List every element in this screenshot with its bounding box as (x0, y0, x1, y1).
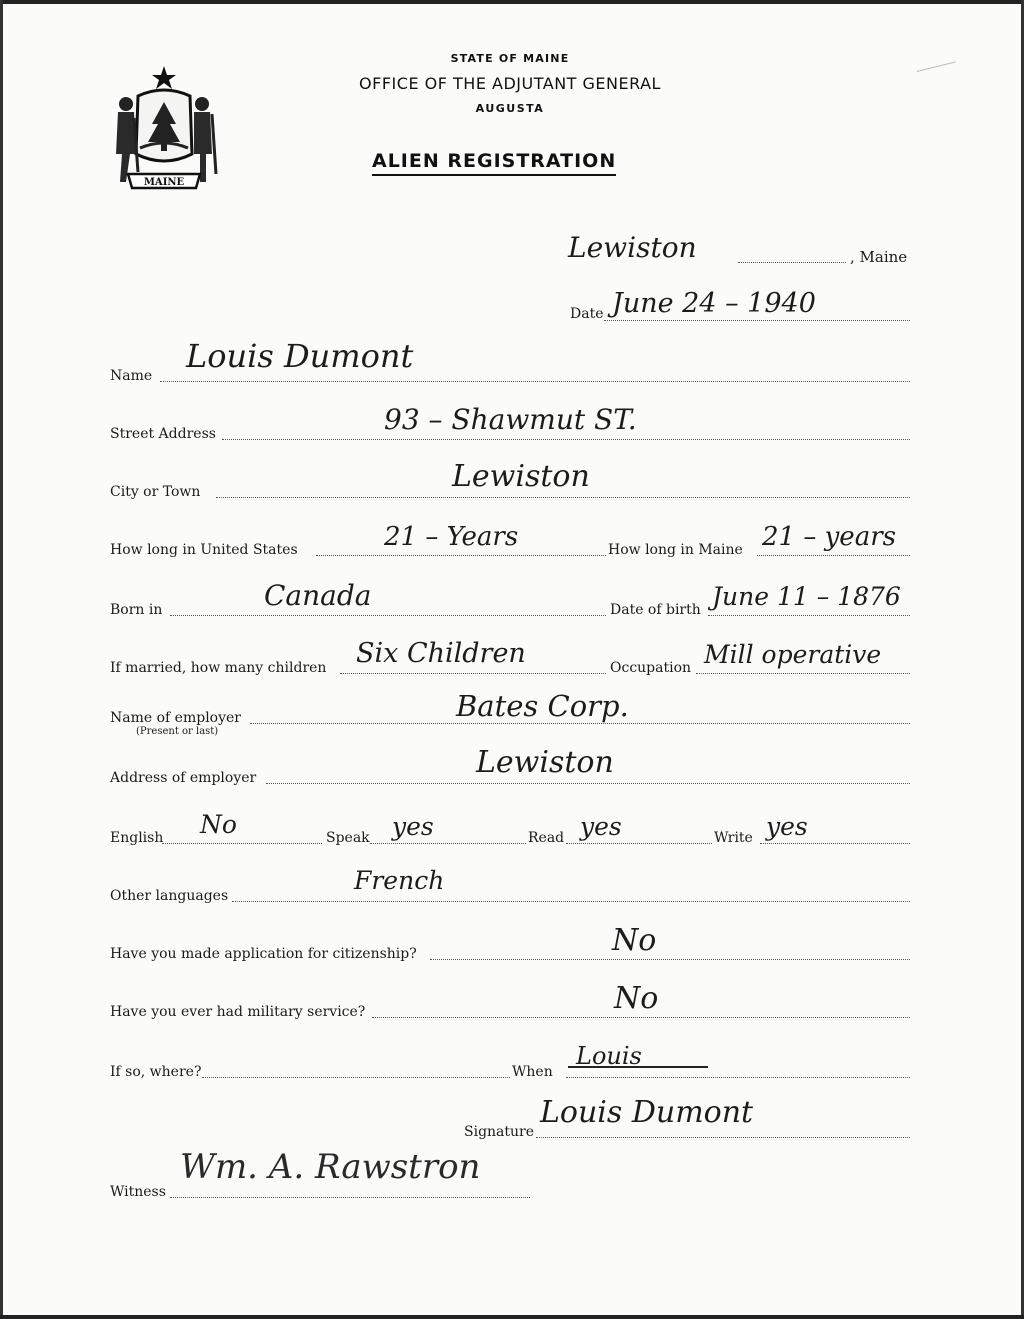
witness-line (170, 1197, 530, 1198)
how-long-us-value: 21 – Years (384, 522, 519, 552)
occupation-value: Mill operative (704, 640, 882, 669)
header-city: AUGUSTA (475, 102, 545, 115)
children-label: If married, how many children (110, 660, 327, 676)
how-long-us-line (316, 555, 606, 556)
employer-address-label: Address of employer (110, 770, 257, 786)
signature-value: Louis Dumont (540, 1095, 754, 1130)
if-so-where-line (202, 1077, 510, 1078)
write-label: Write (714, 830, 753, 846)
maine-label: , Maine (850, 248, 908, 266)
date-of-birth-label: Date of birth (610, 602, 701, 618)
town-line (738, 262, 846, 263)
other-languages-value: French (354, 866, 445, 895)
seal-banner-text: MAINE (143, 177, 185, 188)
english-label: English (110, 830, 164, 846)
employer-label: Name of employer (110, 710, 241, 726)
date-label: Date (570, 306, 604, 322)
signature-line (536, 1137, 910, 1138)
signature-label: Signature (464, 1124, 535, 1140)
city-value: Lewiston (452, 459, 590, 494)
read-line (566, 843, 712, 844)
town-value: Lewiston (568, 231, 697, 264)
header-office: OFFICE OF THE ADJUTANT GENERAL (359, 74, 661, 93)
read-label: Read (528, 830, 565, 846)
born-in-line (170, 615, 606, 616)
when-line (566, 1077, 910, 1078)
name-line (160, 381, 910, 382)
if-so-where-label: If so, where? (110, 1064, 202, 1080)
city-line (216, 497, 910, 498)
city-label: City or Town (110, 484, 201, 500)
military-value: No (614, 981, 659, 1016)
scan-border-top (0, 0, 1024, 4)
employer-value: Bates Corp. (456, 689, 629, 723)
military-label: Have you ever had military service? (110, 1004, 366, 1020)
children-line (340, 673, 606, 674)
witness-value: Wm. A. Rawstron (180, 1147, 481, 1187)
date-value: June 24 – 1940 (612, 288, 816, 319)
other-languages-line (232, 901, 910, 902)
english-value: No (200, 810, 237, 839)
other-languages-label: Other languages (110, 888, 229, 904)
how-long-maine-label: How long in Maine (608, 542, 743, 558)
pencil-check-mark (917, 61, 959, 85)
name-value: Louis Dumont (186, 337, 414, 375)
employer-address-value: Lewiston (476, 745, 614, 780)
when-value-struck: Louis (576, 1042, 642, 1070)
witness-label: Witness (110, 1184, 166, 1200)
street-address-value: 93 – Shawmut ST. (384, 403, 637, 436)
form-title: ALIEN REGISTRATION (372, 150, 616, 176)
speak-line (370, 843, 526, 844)
english-line (162, 843, 322, 844)
scan-border-left (0, 0, 3, 1319)
maine-state-seal-icon (108, 62, 220, 194)
how-long-maine-line (757, 555, 910, 556)
employer-note: (Present or last) (136, 726, 219, 737)
occupation-label: Occupation (610, 660, 692, 676)
children-value: Six Children (356, 638, 526, 669)
citizenship-line (430, 959, 910, 960)
scan-border-bottom (0, 1315, 1024, 1319)
when-label: When (512, 1064, 553, 1080)
date-of-birth-line (708, 615, 910, 616)
occupation-line (696, 673, 910, 674)
date-line (604, 320, 910, 321)
speak-value: yes (392, 812, 434, 841)
employer-line (250, 723, 910, 724)
citizenship-label: Have you made application for citizenship? (110, 946, 417, 962)
name-label: Name (110, 368, 153, 384)
speak-label: Speak (326, 830, 370, 846)
when-strikethrough (568, 1066, 708, 1068)
header-state: STATE OF MAINE (450, 52, 570, 65)
born-in-label: Born in (110, 602, 163, 618)
write-value: yes (766, 812, 808, 841)
street-address-label: Street Address (110, 426, 216, 442)
employer-address-line (266, 783, 910, 784)
citizenship-value: No (612, 923, 657, 958)
born-in-value: Canada (264, 579, 372, 612)
date-of-birth-value: June 11 – 1876 (712, 582, 901, 611)
military-line (372, 1017, 910, 1018)
write-line (760, 843, 910, 844)
read-value: yes (580, 812, 622, 841)
how-long-maine-value: 21 – years (762, 522, 896, 552)
street-address-line (222, 439, 910, 440)
how-long-us-label: How long in United States (110, 542, 298, 558)
